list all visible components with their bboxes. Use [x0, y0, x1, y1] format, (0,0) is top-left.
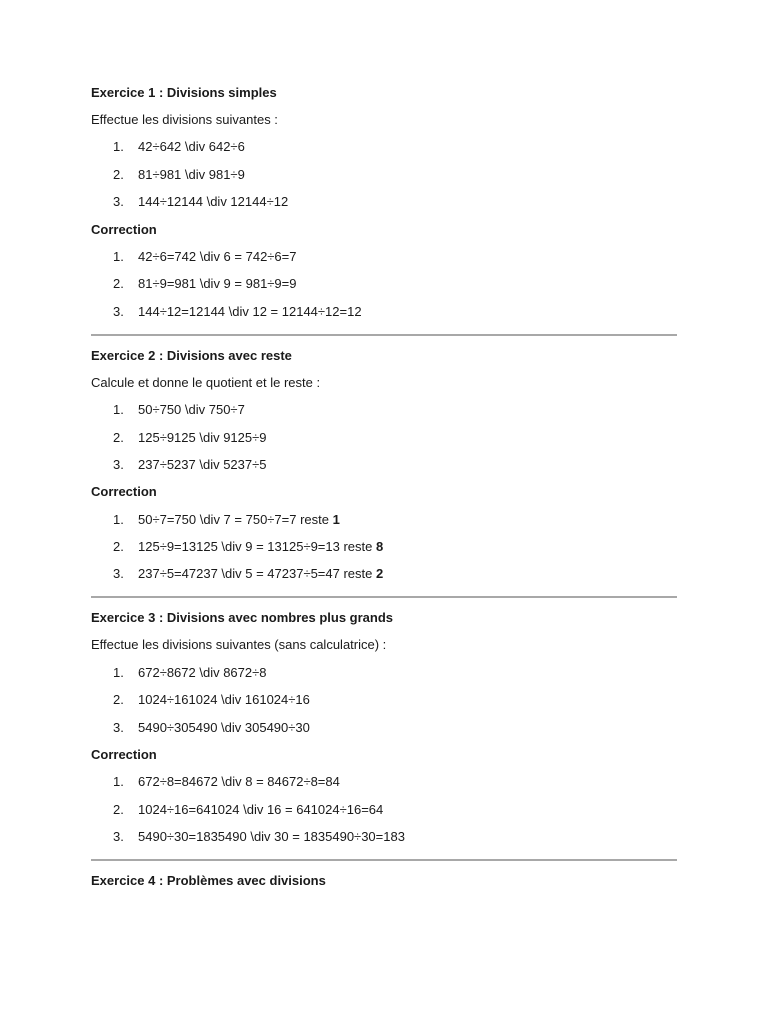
correction-list — [91, 511, 677, 584]
exercise-3 — [91, 609, 677, 846]
list-item: 2. 1024÷16=641024 \div 16 = 641024÷16=64 — [113, 801, 384, 817]
correction-list — [91, 248, 677, 321]
exercise-title: Exercice 3 : Divisions avec nombres plus grands — [91, 610, 394, 626]
list-item: 2. 81÷981 \div 981÷9 — [113, 166, 245, 182]
list-item: 3. 237÷5237 \div 5237÷5 — [113, 456, 267, 472]
correction-list — [91, 773, 677, 846]
exercise-instructions: Effectue les divisions suivantes (sans calculatrice) : — [91, 637, 387, 653]
list-item: 2. 1024÷161024 \div 161024÷16 — [113, 692, 310, 708]
remainder-value: 2 — [376, 566, 384, 582]
section-divider — [91, 859, 677, 861]
exercise-1 — [91, 84, 677, 321]
exercise-list — [91, 401, 677, 474]
list-item: 1. 50÷7=750 \div 7 = 750÷7=7 reste 1 — [113, 511, 340, 527]
document-page — [91, 84, 677, 899]
exercise-title: Exercice 1 : Divisions simples — [91, 85, 277, 100]
section-divider — [91, 334, 677, 336]
correction-heading: Correction — [91, 221, 157, 237]
exercise-instructions: Effectue les divisions suivantes : — [91, 112, 278, 127]
list-item: 1. 672÷8=84672 \div 8 = 84672÷8=84 — [113, 774, 340, 790]
list-item: 3. 5490÷305490 \div 305490÷30 — [113, 719, 310, 735]
list-item: 1. 672÷8672 \div 8672÷8 — [113, 664, 267, 680]
exercise-2 — [91, 347, 677, 584]
exercise-instructions: Calcule et donne le quotient et le reste : — [91, 374, 321, 390]
list-item: 3. 144÷12144 \div 12144÷12 — [113, 194, 289, 210]
remainder-value: 1 — [332, 511, 340, 527]
list-item: 2. 125÷9=13125 \div 9 = 13125÷9=13 reste 8 — [113, 539, 384, 555]
list-item: 1. 42÷642 \div 642÷6 — [113, 139, 245, 155]
exercise-list — [91, 138, 677, 211]
list-item: 1. 50÷750 \div 750÷7 — [113, 402, 245, 418]
exercise-title: Exercice 4 : Problèmes avec divisions — [91, 873, 326, 889]
remainder-value: 8 — [376, 539, 384, 555]
list-item: 3. 144÷12=12144 \div 12 = 12144÷12=12 — [113, 303, 362, 319]
section-divider — [91, 596, 677, 598]
list-item: 2. 81÷9=981 \div 9 = 981÷9=9 — [113, 276, 297, 292]
exercise-list — [91, 664, 677, 737]
list-item: 3. 237÷5=47237 \div 5 = 47237÷5=47 reste 2 — [113, 566, 384, 582]
list-item: 1. 42÷6=742 \div 6 = 742÷6=7 — [113, 248, 297, 264]
correction-heading: Correction — [91, 484, 157, 500]
list-item: 2. 125÷9125 \div 9125÷9 — [113, 429, 267, 445]
exercise-title: Exercice 2 : Divisions avec reste — [91, 347, 292, 363]
list-item: 3. 5490÷30=1835490 \div 30 = 1835490÷30=183 — [113, 829, 405, 845]
exercise-4 — [91, 872, 677, 890]
correction-heading: Correction — [91, 747, 157, 763]
